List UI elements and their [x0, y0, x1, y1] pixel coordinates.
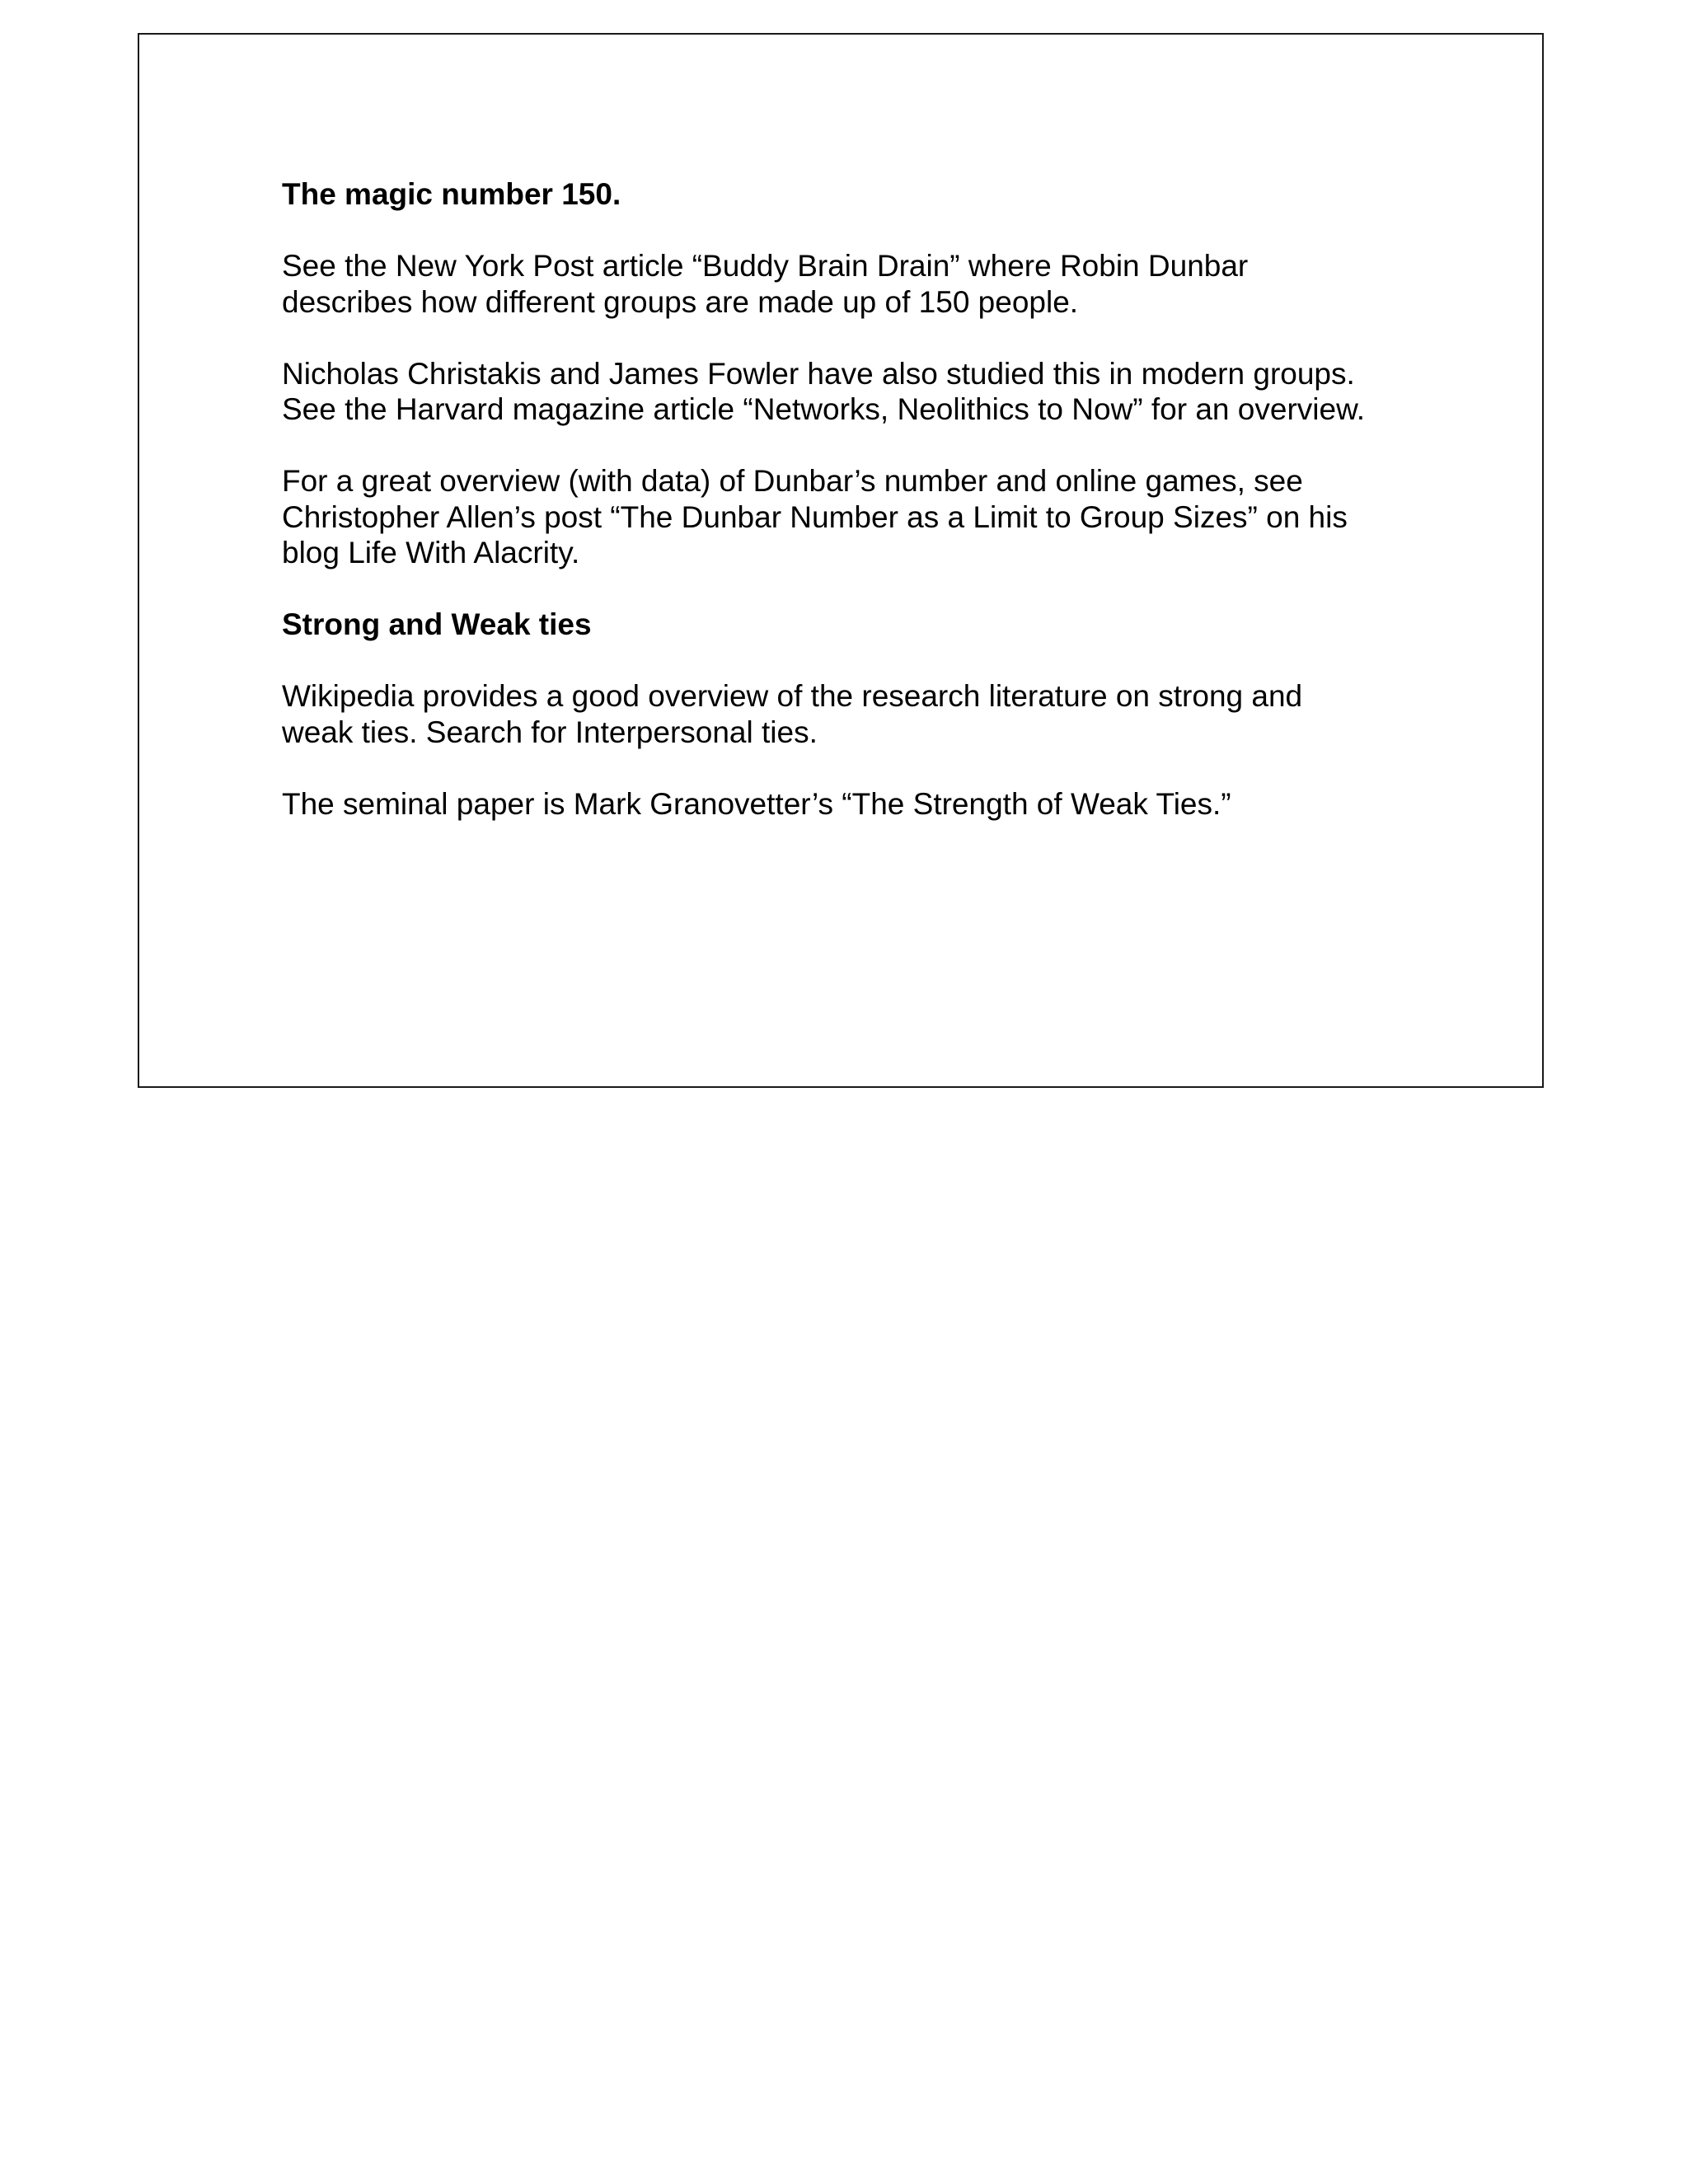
paragraph-gap	[282, 320, 1502, 356]
paragraph-christakis-line-2: See the Harvard magazine article “Networks, Neolithics to Now” for an overview.	[282, 392, 1366, 426]
paragraph-gap	[282, 213, 1502, 249]
paragraph-gap	[282, 750, 1502, 786]
paragraph-wikipedia-line-1: Wikipedia provides a good overview of the research literature on strong and	[282, 679, 1303, 713]
paragraph-allen-line-1: For a great overview (with data) of Dunbar’s number and online games, see	[282, 464, 1303, 498]
paragraph-gap	[282, 643, 1502, 679]
paragraph-wikipedia-line-2: weak ties. Search for Interpersonal ties.	[282, 715, 818, 749]
paragraph-granovetter-line-1: The seminal paper is Mark Granovetter’s “The Strength of Weak Ties.”	[282, 786, 1231, 821]
section-heading-magic-number: The magic number 150.	[282, 177, 621, 211]
paragraph-dunbar-line-2: describes how different groups are made up of 150 people.	[282, 284, 1079, 319]
slide-frame	[138, 33, 1544, 1088]
paragraph-allen-line-3: blog Life With Alacrity.	[282, 536, 580, 569]
paragraph-dunbar-line-1: See the New York Post article “Buddy Brain Drain” where Robin Dunbar	[282, 249, 1249, 283]
speaker-notes	[282, 176, 1502, 822]
paragraph-gap	[282, 571, 1502, 607]
paragraph-christakis-line-1: Nicholas Christakis and James Fowler have also studied this in modern groups.	[282, 356, 1355, 391]
paragraph-allen-line-2: Christopher Allen’s post “The Dunbar Number as a Limit to Group Sizes” on his	[282, 499, 1348, 534]
paragraph-gap	[282, 428, 1502, 464]
section-heading-strong-weak-ties: Strong and Weak ties	[282, 607, 592, 641]
